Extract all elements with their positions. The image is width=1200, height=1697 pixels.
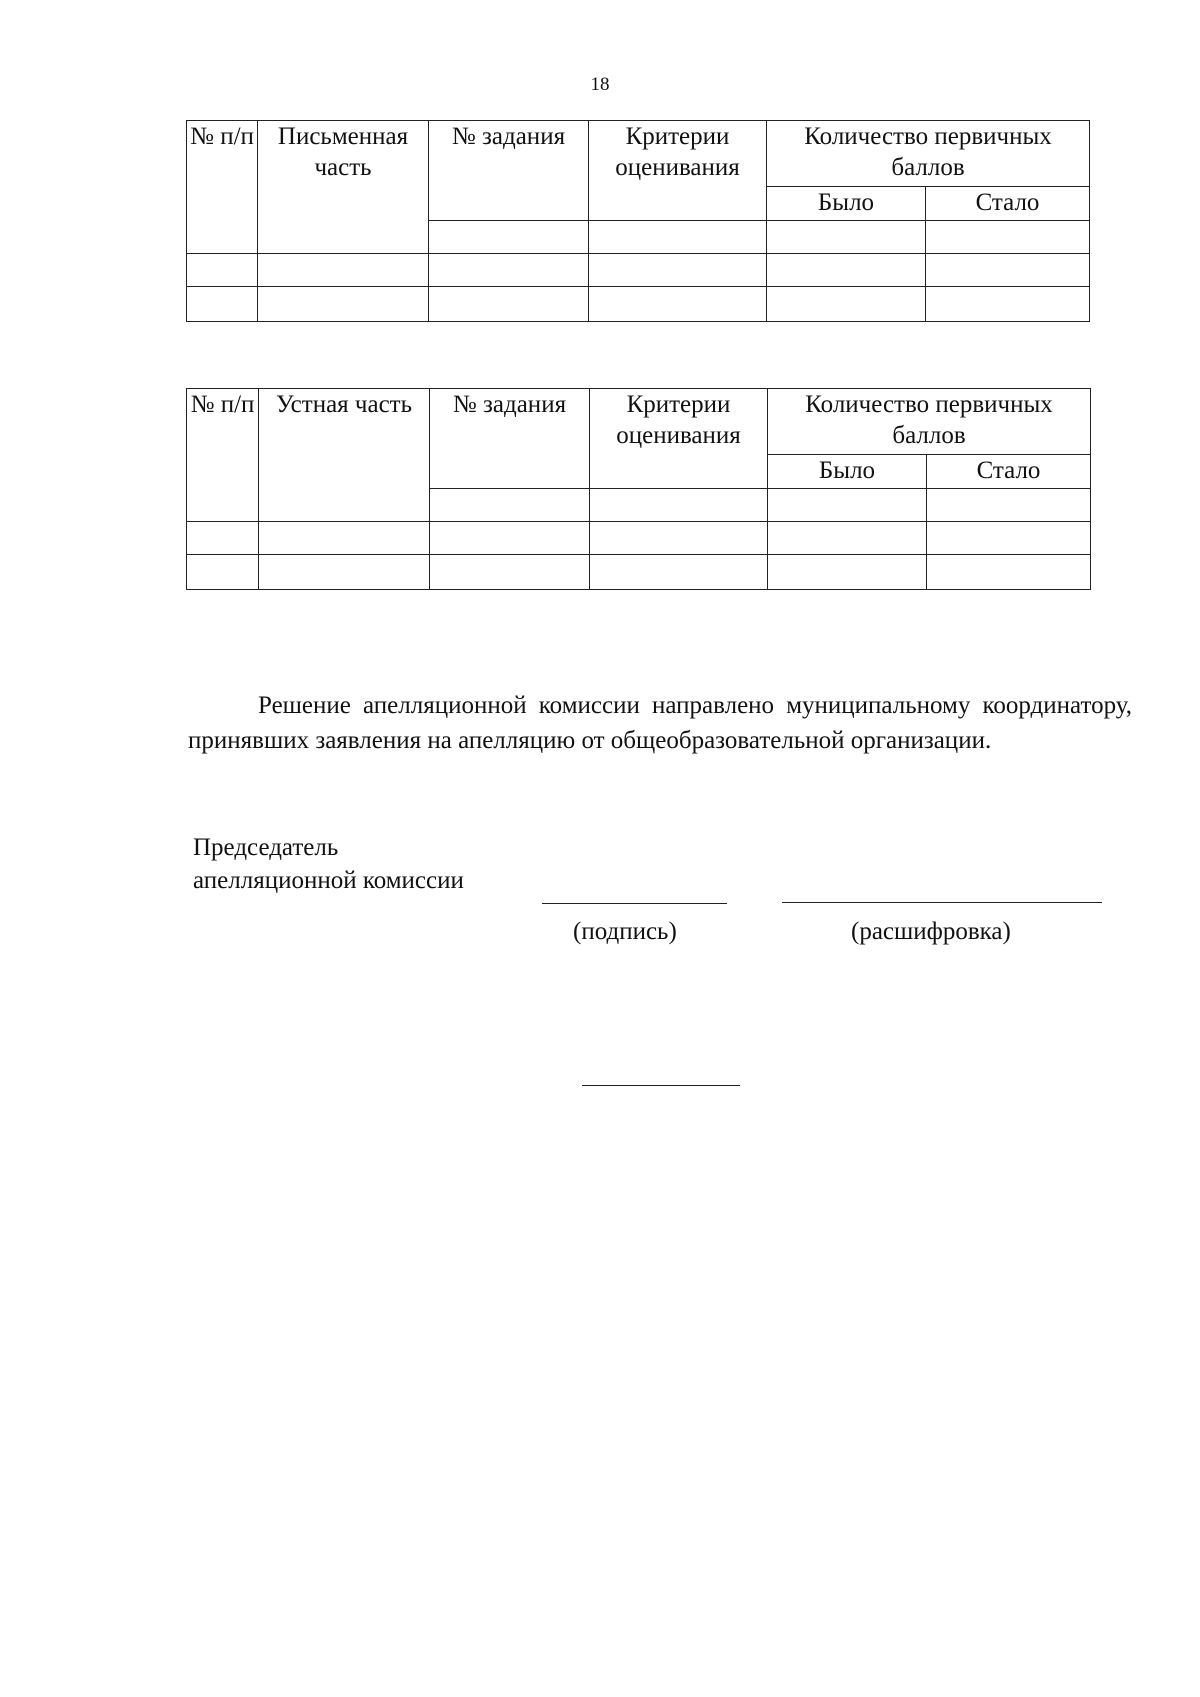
table-cell [258, 287, 429, 322]
table-cell [590, 555, 768, 590]
table-cell [926, 221, 1090, 254]
table-cell [767, 287, 926, 322]
table-cell [430, 555, 590, 590]
table-cell [589, 254, 767, 287]
table-cell [767, 254, 926, 287]
table-cell [927, 489, 1091, 522]
oral-part-table [186, 388, 1091, 590]
col-header-part: Письменная часть [258, 121, 429, 254]
table-cell [589, 287, 767, 322]
col-header-points: Количество первичных баллов [767, 121, 1090, 187]
table-cell [767, 221, 926, 254]
decision-paragraph: Решение апелляционной комиссии направлено муниципальному координатору, принявших заявления на апелляцию от общеобразовательной организации. [188, 692, 1132, 754]
table-cell [768, 489, 927, 522]
table-cell [187, 555, 259, 590]
table-cell [926, 287, 1090, 322]
table-cell [926, 254, 1090, 287]
table-row [187, 287, 1090, 322]
written-part-table [186, 120, 1090, 322]
table-cell [187, 254, 258, 287]
closing-separator-line [582, 1085, 740, 1086]
table-cell [259, 522, 430, 555]
table-row [187, 522, 1091, 555]
table-cell [927, 522, 1091, 555]
col-header-criteria: Критерии оценивания [590, 389, 768, 489]
chairman-line-2: апелляционной комиссии [193, 867, 464, 894]
col-header-criteria: Критерии оценивания [589, 121, 767, 221]
col-header-part: Устная часть [259, 389, 430, 522]
table-cell [768, 555, 927, 590]
col-header-number: № п/п [187, 389, 259, 522]
col-header-before: Было [768, 455, 927, 489]
table-row [187, 254, 1090, 287]
signature-caption: (подпись) [573, 918, 677, 945]
decoding-line [782, 902, 1102, 903]
col-header-before: Было [767, 187, 926, 221]
table-row [187, 555, 1091, 590]
table-cell [430, 489, 590, 522]
table-cell [590, 522, 768, 555]
col-header-task: № задания [429, 121, 589, 221]
col-header-points: Количество первичных баллов [768, 389, 1091, 455]
table-cell [429, 287, 589, 322]
table-cell [258, 254, 429, 287]
chairman-title [193, 831, 464, 897]
table-cell [430, 522, 590, 555]
table-cell [429, 221, 589, 254]
col-header-number: № п/п [187, 121, 258, 254]
col-header-task: № задания [430, 389, 590, 489]
table-cell [429, 254, 589, 287]
chairman-line-1: Председатель [193, 834, 339, 861]
table-cell [259, 555, 430, 590]
table-cell [927, 555, 1091, 590]
table-cell [589, 221, 767, 254]
table-cell [590, 489, 768, 522]
page-number: 18 [590, 74, 610, 95]
col-header-after: Стало [927, 455, 1091, 489]
signature-line [542, 903, 727, 904]
decoding-caption: (расшифровка) [851, 918, 1011, 945]
col-header-after: Стало [926, 187, 1090, 221]
table-cell [187, 522, 259, 555]
table-cell [187, 287, 258, 322]
table-cell [768, 522, 927, 555]
